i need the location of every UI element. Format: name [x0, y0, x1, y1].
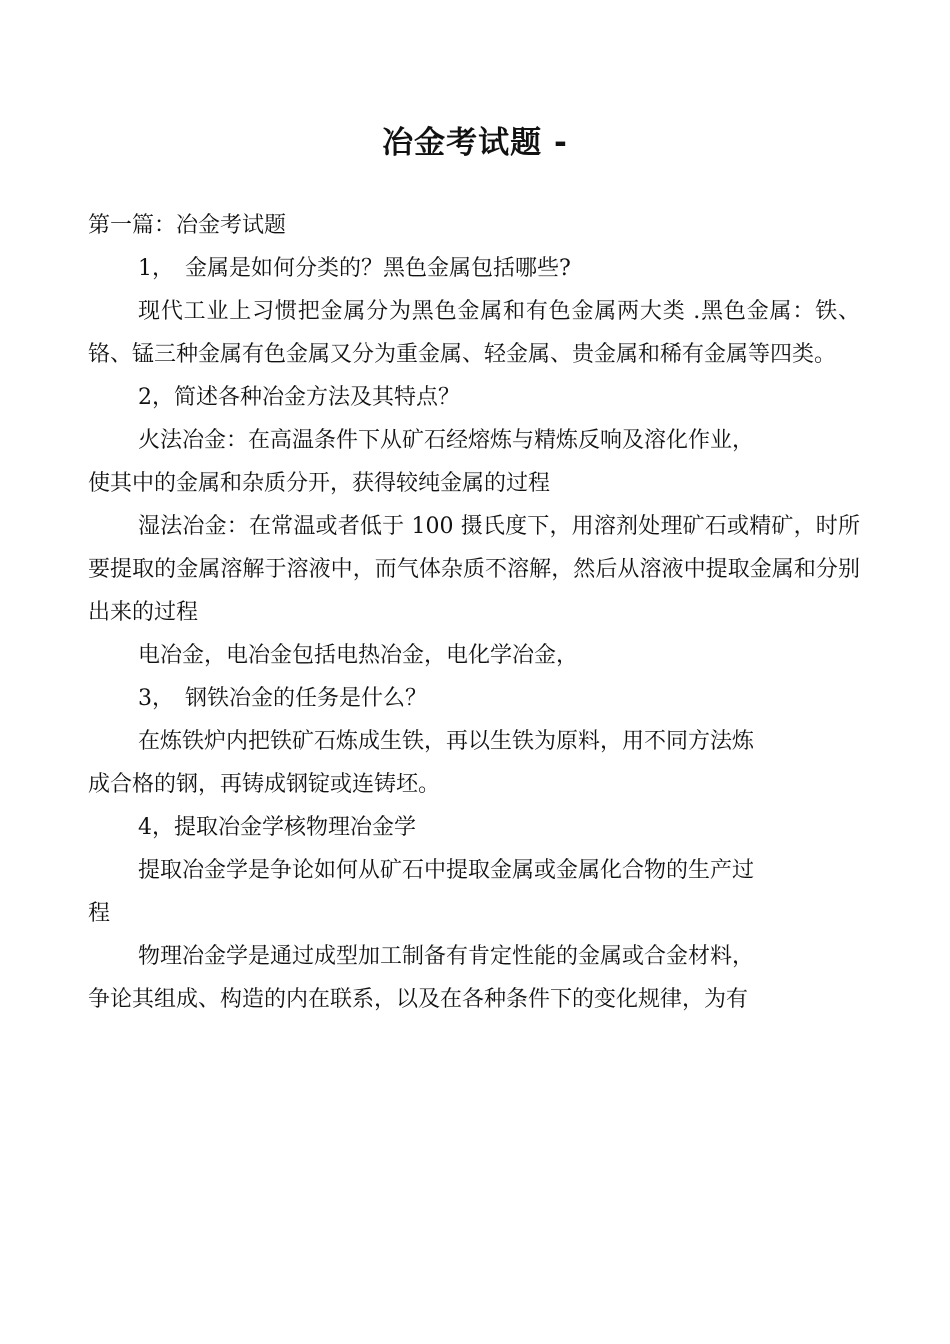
section-heading: 第一篇：冶金考试题 — [88, 213, 287, 238]
question-2: 2，简述各种冶金方法及其特点？ — [138, 385, 460, 410]
answer-2-pyro-line-1: 火法冶金：在高温条件下从矿石经熔炼与精炼反响及溶化作业， — [138, 428, 755, 453]
question-3: 3， 钢铁冶金的任务是什么？ — [138, 686, 427, 711]
answer-2-pyro-line-2: 使其中的金属和杂质分开，获得较纯金属的过程 — [88, 471, 551, 496]
document-body — [88, 204, 860, 1021]
answer-4-physical-line-1: 物理冶金学是通过成型加工制备有肯定性能的金属或合金材料， — [138, 944, 755, 969]
answer-2-electro: 电冶金，电冶金包括电热冶金，电化学冶金， — [138, 643, 579, 668]
answer-4-physical-line-2: 争论其组成、构造的内在联系，以及在各种条件下的变化规律，为有 — [88, 987, 749, 1012]
question-4: 4，提取冶金学核物理冶金学 — [138, 815, 416, 840]
question-1: 1， 金属是如何分类的？黑色金属包括哪些? — [138, 256, 571, 281]
answer-4-extractive-line-1: 提取冶金学是争论如何从矿石中提取金属或金属化合物的生产过 — [138, 858, 755, 883]
answer-2-hydro: 湿法冶金：在常温或者低于 100 摄氏度下，用溶剂处理矿石或精矿，时所要提取的金属溶解于溶液中，而气体杂质不溶解，然后从溶液中提取金属和分别出来的过程 — [88, 514, 860, 625]
answer-4-extractive-line-2: 程 — [88, 901, 111, 926]
document-title: 冶金考试题 - — [382, 125, 568, 161]
answer-3-line-1: 在炼铁炉内把铁矿石炼成生铁，再以生铁为原料，用不同方法炼 — [138, 729, 755, 754]
answer-1: 现代工业上习惯把金属分为黑色金属和有色金属两大类 .黑色金属：铁、铬、锰三种金属有色金属又分为重金属、轻金属、贵金属和稀有金属等四类。 — [88, 299, 860, 367]
answer-3-line-2: 成合格的钢，再铸成钢锭或连铸坯。 — [88, 772, 441, 797]
